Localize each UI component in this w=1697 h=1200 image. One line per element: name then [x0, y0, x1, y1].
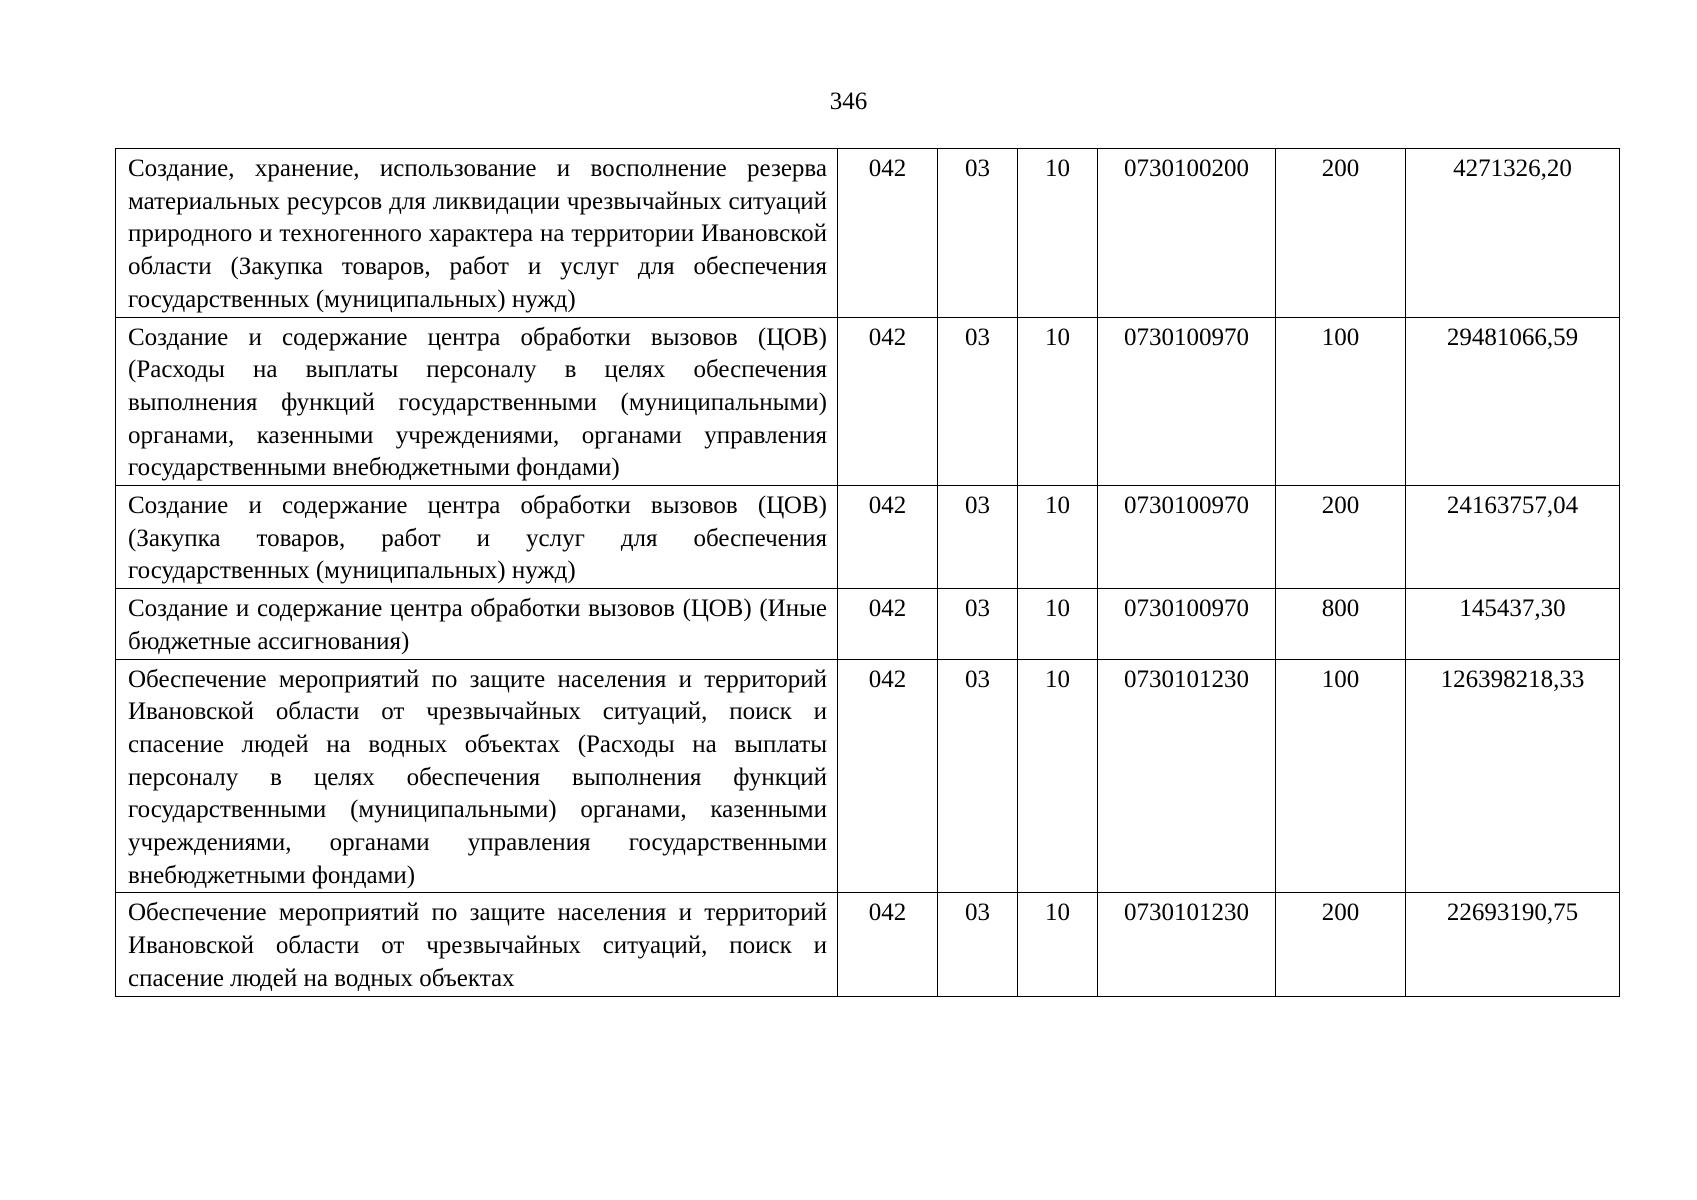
table-row [116, 317, 1620, 486]
row-amount: 145437,30 [1406, 589, 1620, 659]
row-expense-type-code: 100 [1276, 317, 1406, 486]
row-section-code: 03 [938, 317, 1018, 486]
row-amount: 4271326,20 [1406, 149, 1620, 318]
row-expense-type-code: 100 [1276, 659, 1406, 893]
table-row [116, 589, 1620, 659]
row-subsection-code: 10 [1018, 486, 1098, 589]
row-expense-type-code: 200 [1276, 486, 1406, 589]
row-expense-type-code: 200 [1276, 893, 1406, 996]
row-section-code: 03 [938, 589, 1018, 659]
row-glav-code: 042 [838, 659, 938, 893]
row-amount: 24163757,04 [1406, 486, 1620, 589]
row-target-article-code: 0730100970 [1098, 317, 1276, 486]
row-section-code: 03 [938, 893, 1018, 996]
row-glav-code: 042 [838, 893, 938, 996]
row-expense-type-code: 800 [1276, 589, 1406, 659]
row-subsection-code: 10 [1018, 149, 1098, 318]
budget-table [115, 148, 1620, 997]
row-subsection-code: 10 [1018, 893, 1098, 996]
table-row [116, 893, 1620, 996]
row-description: Создание и содержание центра обработки вызовов (ЦОВ) (Закупка товаров, работ и услуг для обеспечения государственных (муниципальных) нужд) [116, 486, 838, 589]
row-target-article-code: 0730100970 [1098, 486, 1276, 589]
page-number: 346 [829, 88, 868, 115]
row-target-article-code: 0730100970 [1098, 589, 1276, 659]
row-expense-type-code: 200 [1276, 149, 1406, 318]
row-section-code: 03 [938, 149, 1018, 318]
row-description: Создание и содержание центра обработки вызовов (ЦОВ) (Иные бюджетные ассигнования) [116, 589, 838, 659]
row-glav-code: 042 [838, 486, 938, 589]
row-section-code: 03 [938, 486, 1018, 589]
row-description: Обеспечение мероприятий по защите населения и территорий Ивановской области от чрезвычайных ситуаций, поиск и спасение людей на водных объектах (Расходы на выплаты персоналу в целях обеспечения выполнения функций государственными (муниципальными) органами, казенными учреждениями, органами управления государственными внебюджетными фондами) [116, 659, 838, 893]
table-row [116, 659, 1620, 893]
row-amount: 126398218,33 [1406, 659, 1620, 893]
row-target-article-code: 0730101230 [1098, 659, 1276, 893]
row-description: Создание и содержание центра обработки вызовов (ЦОВ) (Расходы на выплаты персоналу в целях обеспечения выполнения функций государственными (муниципальными) органами, казенными учреждениями, органами управления государственными внебюджетными фондами) [116, 317, 838, 486]
row-section-code: 03 [938, 659, 1018, 893]
table-row [116, 486, 1620, 589]
table-row [116, 149, 1620, 318]
row-subsection-code: 10 [1018, 659, 1098, 893]
row-amount: 29481066,59 [1406, 317, 1620, 486]
row-glav-code: 042 [838, 149, 938, 318]
row-target-article-code: 0730101230 [1098, 893, 1276, 996]
row-subsection-code: 10 [1018, 589, 1098, 659]
row-description: Создание, хранение, использование и восполнение резерва материальных ресурсов для ликвидации чрезвычайных ситуаций природного и техногенного характера на территории Ивановской области (Закупка товаров, работ и услуг для обеспечения государственных (муниципальных) нужд) [116, 149, 838, 318]
row-target-article-code: 0730100200 [1098, 149, 1276, 318]
row-description: Обеспечение мероприятий по защите населения и территорий Ивановской области от чрезвычайных ситуаций, поиск и спасение людей на водных объектах [116, 893, 838, 996]
row-glav-code: 042 [838, 317, 938, 486]
row-subsection-code: 10 [1018, 317, 1098, 486]
row-amount: 22693190,75 [1406, 893, 1620, 996]
row-glav-code: 042 [838, 589, 938, 659]
